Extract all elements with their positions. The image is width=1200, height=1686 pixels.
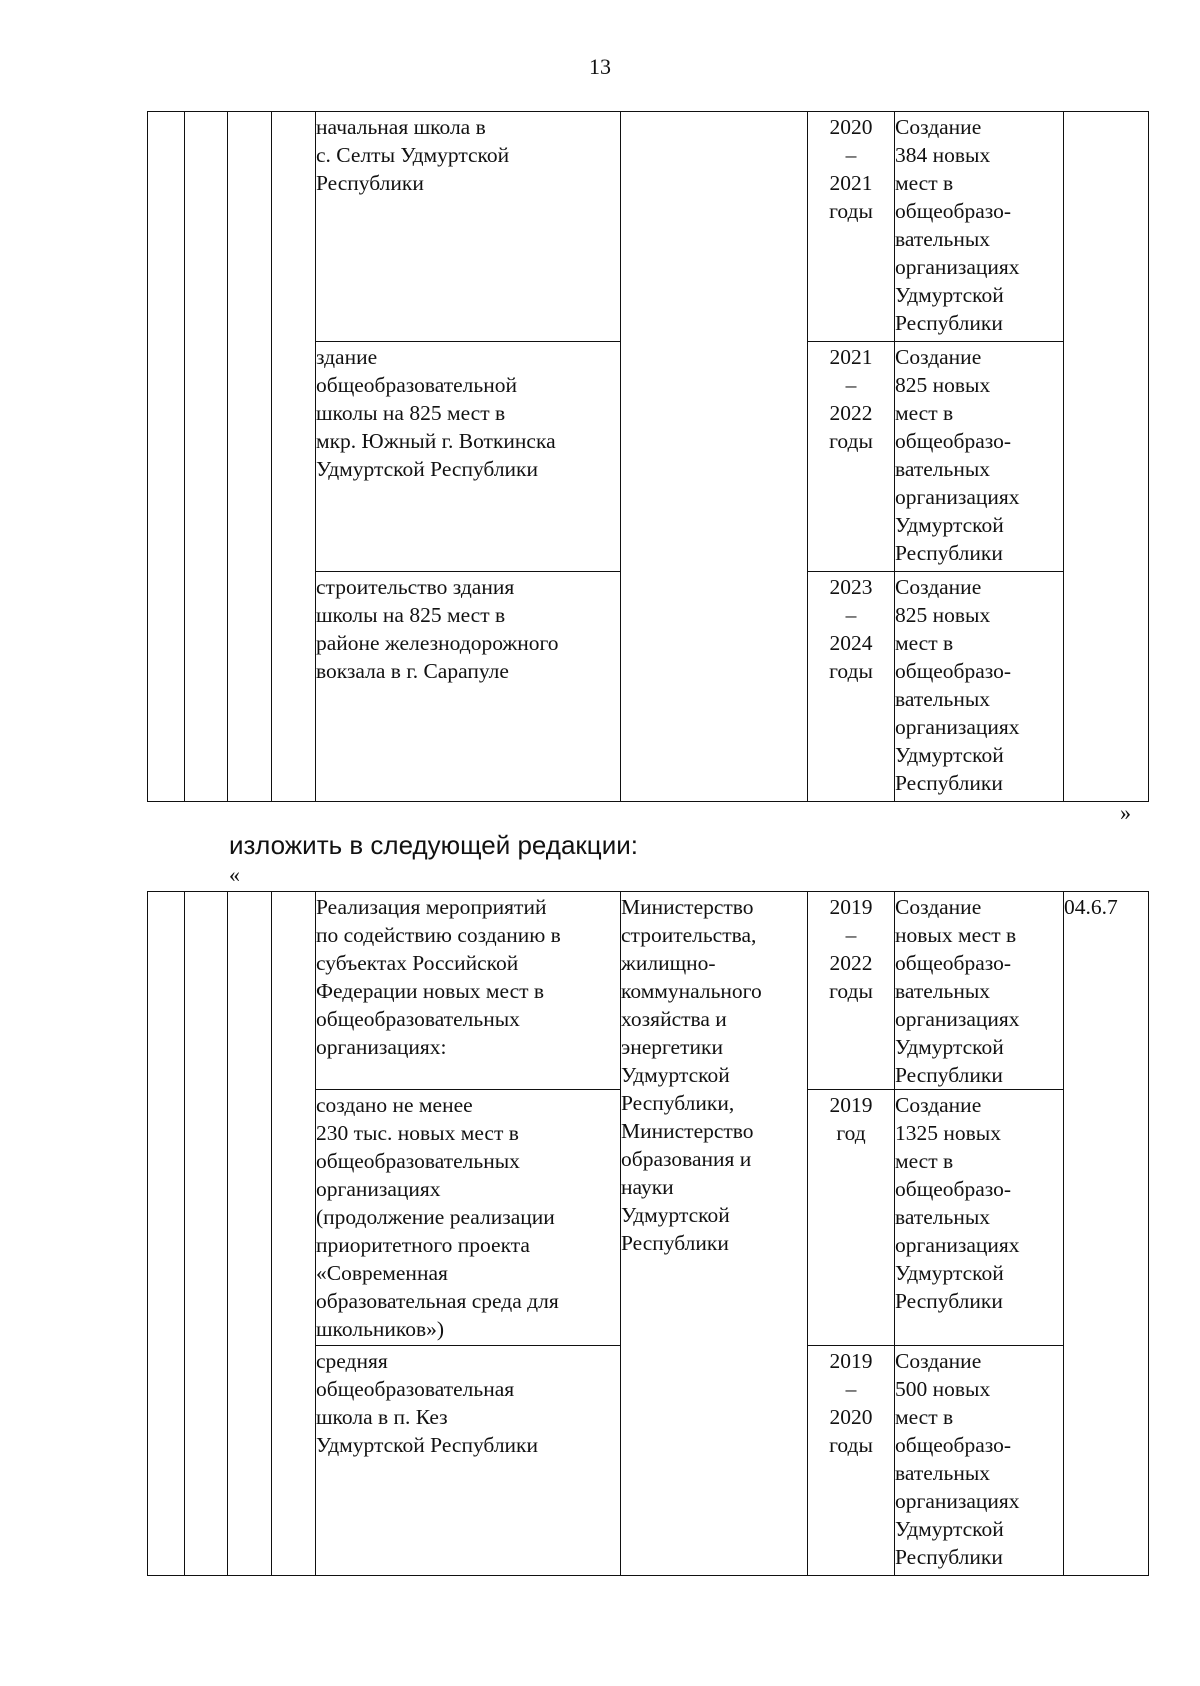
period-cell: 2019 – 2022 годы [808, 892, 895, 1090]
result-cell: Создание 825 новых мест в общеобразо- вательных организациях Удмуртской Республики [895, 572, 1064, 802]
opening-quote: « [229, 862, 240, 887]
table-row [148, 112, 1149, 342]
object-name-cell: средняя общеобразовательная школа в п. Кез Удмуртской Республики [316, 1346, 621, 1576]
blank-cell [228, 892, 272, 1576]
object-name-cell: начальная школа в с. Селты Удмуртской Республики [316, 112, 621, 342]
result-cell: Создание 1325 новых мест в общеобразо- вательных организациях Удмуртской Республики [895, 1090, 1064, 1346]
result-cell: Создание 825 новых мест в общеобразо- вательных организациях Удмуртской Республики [895, 342, 1064, 572]
object-name-cell: создано не менее 230 тыс. новых мест в общеобразовательных организациях (продолжение реализации приоритетного проекта «Современная образовательная среда для школьников») [316, 1090, 621, 1346]
result-cell: Создание новых мест в общеобразо- вательных организациях Удмуртской Республики [895, 892, 1064, 1090]
object-name-cell: строительство здания школы на 825 мест в районе железнодорожного вокзала в г. Сарапуле [316, 572, 621, 802]
result-cell: Создание 500 новых мест в общеобразо- вательных организациях Удмуртской Республики [895, 1346, 1064, 1576]
blank-cell [185, 112, 228, 802]
period-cell: 2019 год [808, 1090, 895, 1346]
code-cell [1064, 112, 1149, 802]
result-cell: Создание 384 новых мест в общеобразо- вательных организациях Удмуртской Республики [895, 112, 1064, 342]
agency-cell: Министерство строительства, жилищно- коммунального хозяйства и энергетики Удмуртской Республики, Министерство образования и науки Удмуртской Республики [621, 892, 808, 1576]
agency-cell [621, 112, 808, 802]
new-version-table [147, 891, 1149, 1576]
table-row [148, 892, 1149, 1090]
blank-cell [185, 892, 228, 1576]
blank-cell [228, 112, 272, 802]
code-cell: 04.6.7 [1064, 892, 1149, 1576]
object-name-cell: Реализация мероприятий по содействию созданию в субъектах Российской Федерации новых мест в общеобразовательных организациях: [316, 892, 621, 1090]
closing-quote: » [1120, 800, 1131, 825]
page-number: 13 [589, 54, 611, 79]
period-cell: 2020 – 2021 годы [808, 112, 895, 342]
period-cell: 2021 – 2022 годы [808, 342, 895, 572]
blank-cell [272, 112, 316, 802]
period-cell: 2023 – 2024 годы [808, 572, 895, 802]
blank-cell [272, 892, 316, 1576]
object-name-cell: здание общеобразовательной школы на 825 мест в мкр. Южный г. Воткинска Удмуртской Республики [316, 342, 621, 572]
blank-cell [148, 892, 185, 1576]
previous-version-table [147, 111, 1149, 802]
blank-cell [148, 112, 185, 802]
amendment-intro-text: изложить в следующей редакции: [229, 830, 638, 860]
period-cell: 2019 – 2020 годы [808, 1346, 895, 1576]
